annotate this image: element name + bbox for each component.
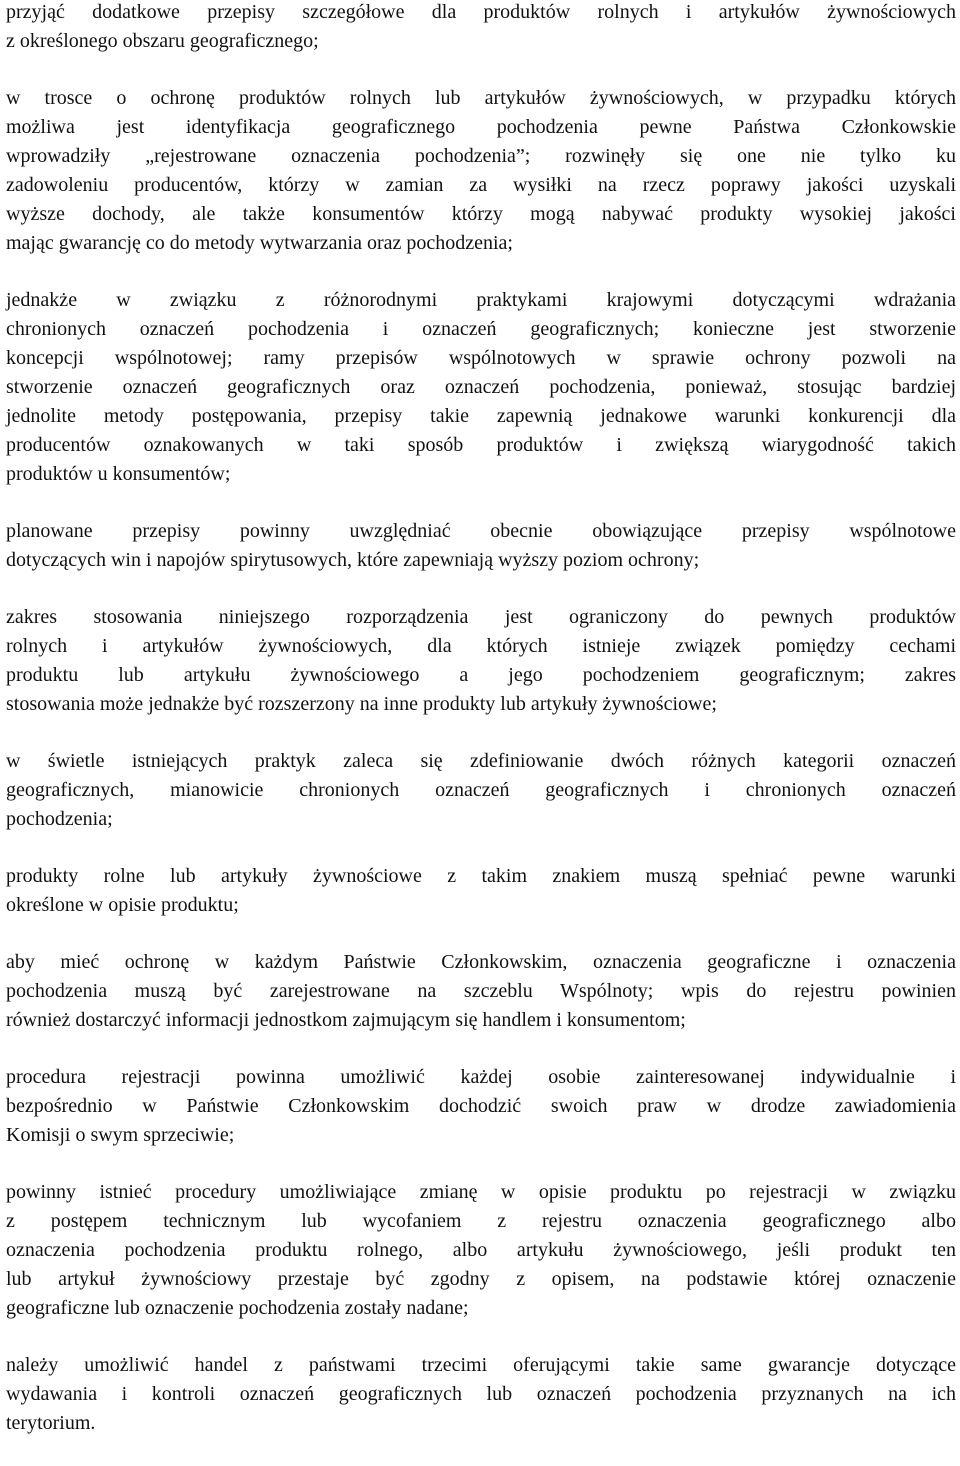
text-line: powinny istnieć procedury umożliwiające zmianę w opisie produktu po rejestracji w związku bbox=[6, 1181, 956, 1203]
paragraph bbox=[6, 1351, 956, 1438]
text-line: koncepcji wspólnotowej; ramy przepisów wspólnotowych w sprawie ochrony pozwoli na bbox=[6, 347, 956, 369]
text-line: planowane przepisy powinny uwzględniać obecnie obowiązujące przepisy wspólnotowe bbox=[6, 520, 956, 542]
text-line: zakres stosowania niniejszego rozporządzenia jest ograniczony do pewnych produktów bbox=[6, 606, 956, 628]
text-line: stworzenie oznaczeń geograficznych oraz oznaczeń pochodzenia, ponieważ, stosując bardziej bbox=[6, 376, 956, 398]
text-line: produktów u konsumentów; bbox=[6, 463, 231, 485]
text-line: wydawania i kontroli oznaczeń geograficznych lub oznaczeń pochodzenia przyznanych na ich bbox=[6, 1383, 956, 1405]
document-page bbox=[6, 0, 956, 1466]
paragraph bbox=[6, 747, 956, 834]
text-line: przyjąć dodatkowe przepisy szczegółowe dla produktów rolnych i artykułów żywnościowych bbox=[6, 1, 956, 23]
text-line: w świetle istniejących praktyk zaleca się zdefiniowanie dwóch różnych kategorii oznaczeń bbox=[6, 750, 956, 772]
text-line: produkty rolne lub artykuły żywnościowe z takim znakiem muszą spełniać pewne warunki bbox=[6, 865, 956, 887]
paragraph bbox=[6, 948, 956, 1035]
text-line: aby mieć ochronę w każdym Państwie Członkowskim, oznaczenia geograficzne i oznaczenia bbox=[6, 951, 956, 973]
paragraph bbox=[6, 0, 956, 56]
text-line: bezpośrednio w Państwie Członkowskim dochodzić swoich praw w drodze zawiadomienia bbox=[6, 1095, 956, 1117]
text-line: stosowania może jednakże być rozszerzony na inne produkty lub artykuły żywnościowe; bbox=[6, 693, 717, 715]
paragraph bbox=[6, 84, 956, 258]
text-line: wprowadziły „rejestrowane oznaczenia pochodzenia”; rozwinęły się one nie tylko ku bbox=[6, 145, 956, 167]
text-line: producentów oznakowanych w taki sposób produktów i zwiększą wiarygodność takich bbox=[6, 434, 956, 456]
text-line: procedura rejestracji powinna umożliwić każdej osobie zainteresowanej indywidualnie i bbox=[6, 1066, 956, 1088]
text-line: dotyczących win i napojów spirytusowych, które zapewniają wyższy poziom ochrony; bbox=[6, 549, 700, 571]
text-line: pochodzenia muszą być zarejestrowane na szczeblu Wspólnoty; wpis do rejestru powinien bbox=[6, 980, 956, 1002]
text-line: możliwa jest identyfikacja geograficznego pochodzenia pewne Państwa Członkowskie bbox=[6, 116, 956, 138]
text-line: w trosce o ochronę produktów rolnych lub artykułów żywnościowych, w przypadku których bbox=[6, 87, 956, 109]
text-line: chronionych oznaczeń pochodzenia i oznaczeń geograficznych; konieczne jest stworzenie bbox=[6, 318, 956, 340]
text-line: mając gwarancję co do metody wytwarzania oraz pochodzenia; bbox=[6, 232, 513, 254]
text-line: z określonego obszaru geograficznego; bbox=[6, 30, 319, 52]
paragraph bbox=[6, 603, 956, 719]
text-line: należy umożliwić handel z państwami trzecimi oferującymi takie same gwarancje dotyczące bbox=[6, 1354, 956, 1376]
text-line: jednakże w związku z różnorodnymi praktykami krajowymi dotyczącymi wdrażania bbox=[6, 289, 956, 311]
text-line: wyższe dochody, ale także konsumentów którzy mogą nabywać produkty wysokiej jakości bbox=[6, 203, 956, 225]
text-line: produktu lub artykułu żywnościowego a jego pochodzeniem geograficznym; zakres bbox=[6, 664, 956, 686]
text-line: zadowoleniu producentów, którzy w zamian za wysiłki na rzecz poprawy jakości uzyskali bbox=[6, 174, 956, 196]
text-line: określone w opisie produktu; bbox=[6, 894, 239, 916]
text-line: lub artykuł żywnościowy przestaje być zgodny z opisem, na podstawie której oznaczenie bbox=[6, 1268, 956, 1290]
text-line: terytorium. bbox=[6, 1412, 96, 1434]
text-line: z postępem technicznym lub wycofaniem z rejestru oznaczenia geograficznego albo bbox=[6, 1210, 956, 1232]
paragraph bbox=[6, 1063, 956, 1150]
text-line: Komisji o swym sprzeciwie; bbox=[6, 1124, 235, 1146]
text-line: oznaczenia pochodzenia produktu rolnego, albo artykułu żywnościowego, jeśli produkt ten bbox=[6, 1239, 956, 1261]
paragraph bbox=[6, 286, 956, 489]
text-line: również dostarczyć informacji jednostkom zajmującym się handlem i konsumentom; bbox=[6, 1009, 686, 1031]
text-line: rolnych i artykułów żywnościowych, dla których istnieje związek pomiędzy cechami bbox=[6, 635, 956, 657]
paragraph bbox=[6, 1178, 956, 1323]
text-line: geograficzne lub oznaczenie pochodzenia zostały nadane; bbox=[6, 1297, 469, 1319]
text-line: jednolite metody postępowania, przepisy takie zapewnią jednakowe warunki konkurencji dla bbox=[6, 405, 956, 427]
paragraph bbox=[6, 862, 956, 920]
paragraph bbox=[6, 517, 956, 575]
text-line: geograficznych, mianowicie chronionych oznaczeń geograficznych i chronionych oznaczeń bbox=[6, 779, 956, 801]
text-line: pochodzenia; bbox=[6, 808, 113, 830]
